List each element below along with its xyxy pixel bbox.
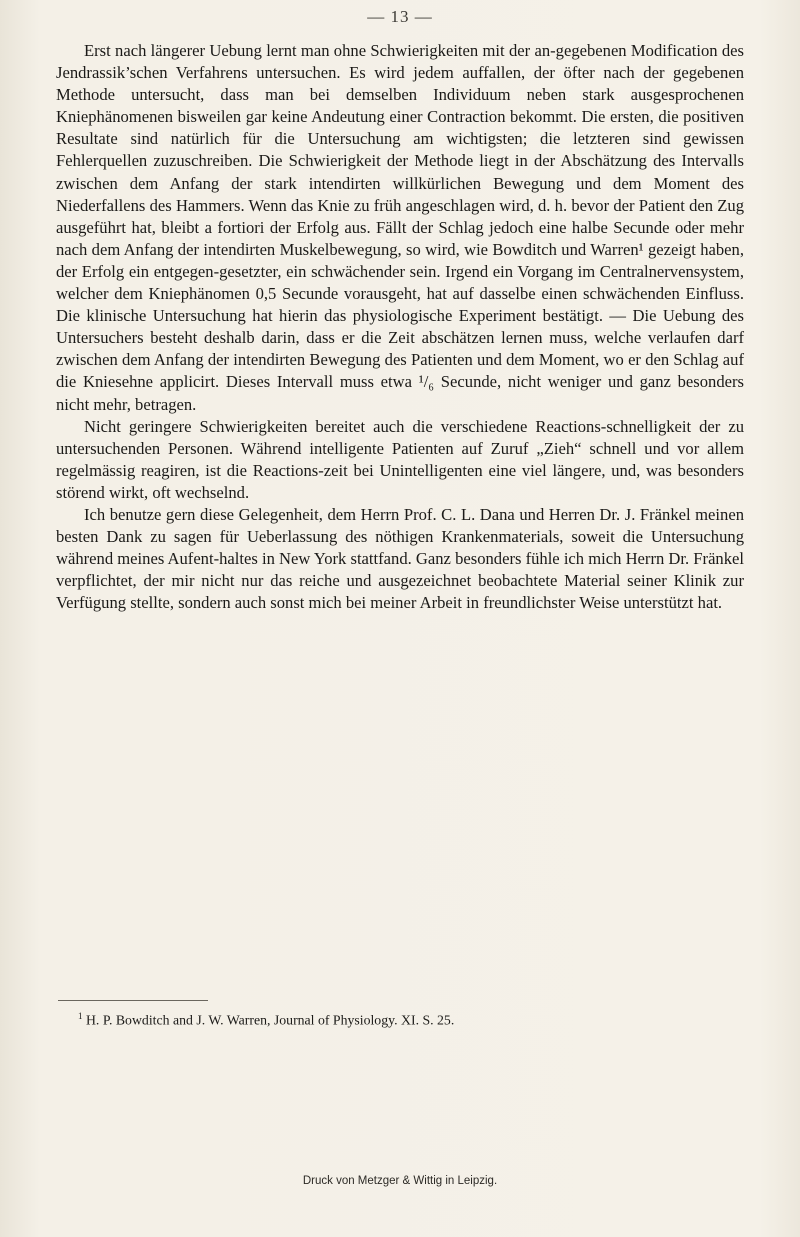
footnote-marker: 1 xyxy=(78,1011,83,1021)
printer-imprint: Druck von Metzger & Wittig in Leipzig. xyxy=(302,1175,498,1187)
paragraph-acknowledgements: Ich benutze gern diese Gelegenheit, dem Herrn Prof. C. L. Dana und Herren Dr. J. Fränkel meinen besten Dank zu sagen für Ueberlassung des nöthigen Krankenmaterials, soweit die Untersuchung während meines Aufent-haltes in New York stattfand. Ganz besonders fühle ich mich Herrn Dr. Fränkel verpflichtet, der mir nicht nur das reiche und ausgezeichnet beobachtete Material seiner Klinik zur Verfügung stellte, sondern auch sonst mich bei meiner Arbeit in freundlichster Weise unterstützt hat. xyxy=(56,504,744,613)
footnote-divider xyxy=(58,1000,208,1001)
body-text xyxy=(56,40,744,614)
paragraph-reaction-time: Nicht geringere Schwierigkeiten bereitet auch die verschiedene Reactions-schnelligkeit der zu untersuchenden Personen. Während intelligente Patienten auf Zuruf „Zieh“ schnell und vor allem regelmässig reagiren, ist die Reactions-zeit bei Unintelligenten eine viel längere, und, was besonders störend wirkt, oft wechselnd. xyxy=(56,416,744,502)
footnote-text: H. P. Bowditch and J. W. Warren, Journal of Physiology. XI. S. 25. xyxy=(85,1012,455,1028)
footnote xyxy=(58,1007,744,1030)
page-number: — 13 — xyxy=(367,7,433,26)
paragraph-method: Erst nach längerer Uebung lernt man ohne Schwierigkeiten mit der an-gegebenen Modification des Jendrassik’schen Verfahrens untersuchen. Es wird jedem auffallen, der öfter nach der gegebenen Methode untersucht, dass man bei demselben Individuum neben stark ausgesprochenen Kniephänomenen bisweilen gar keine Andeutung einer Contraction bekommt. Die ersten, die positiven Resultate sind natürlich für die Untersuchung am wichtigsten; die letzteren sind gewissen Fehlerquellen zuzuschreiben. Die Schwierigkeit der Methode liegt in der Abschätzung des Intervalls zwischen dem Anfang der stark intendirten willkürlichen Bewegung und dem Moment des Niederfallens des Hammers. Wenn das Knie zu früh angeschlagen wird, d. h. bevor der Patient den Zug ausgeführt hat, bleibt a fortiori der Erfolg aus. Fällt der Schlag jedoch eine halbe Secunde oder mehr nach dem Anfang der intendirten Muskelbewegung, so wird, wie Bowditch und Warren¹ gezeigt haben, der Erfolg ein entgegen-gesetzter, ein schwächender sein. Irgend ein Vorgang im Centralnervensystem, welcher dem Kniephänomen 0,5 Secunde vorausgeht, hat auf dasselbe einen schwächenden Einfluss. Die klinische Untersuchung hat hierin das physiologische Experiment bestätigt. — Die Uebung des Untersuchers besteht deshalb darin, dass er die Zeit abschätzen lernen muss, welche verlaufen darf zwischen dem Anfang der intendirten Bewegung des Patienten und dem Moment, wo er den Schlag auf die Kniesehne applicirt. Dieses Intervall muss etwa ¹/₆ Secunde, nicht weniger und ganz besonders nicht mehr, betragen. xyxy=(56,41,744,414)
